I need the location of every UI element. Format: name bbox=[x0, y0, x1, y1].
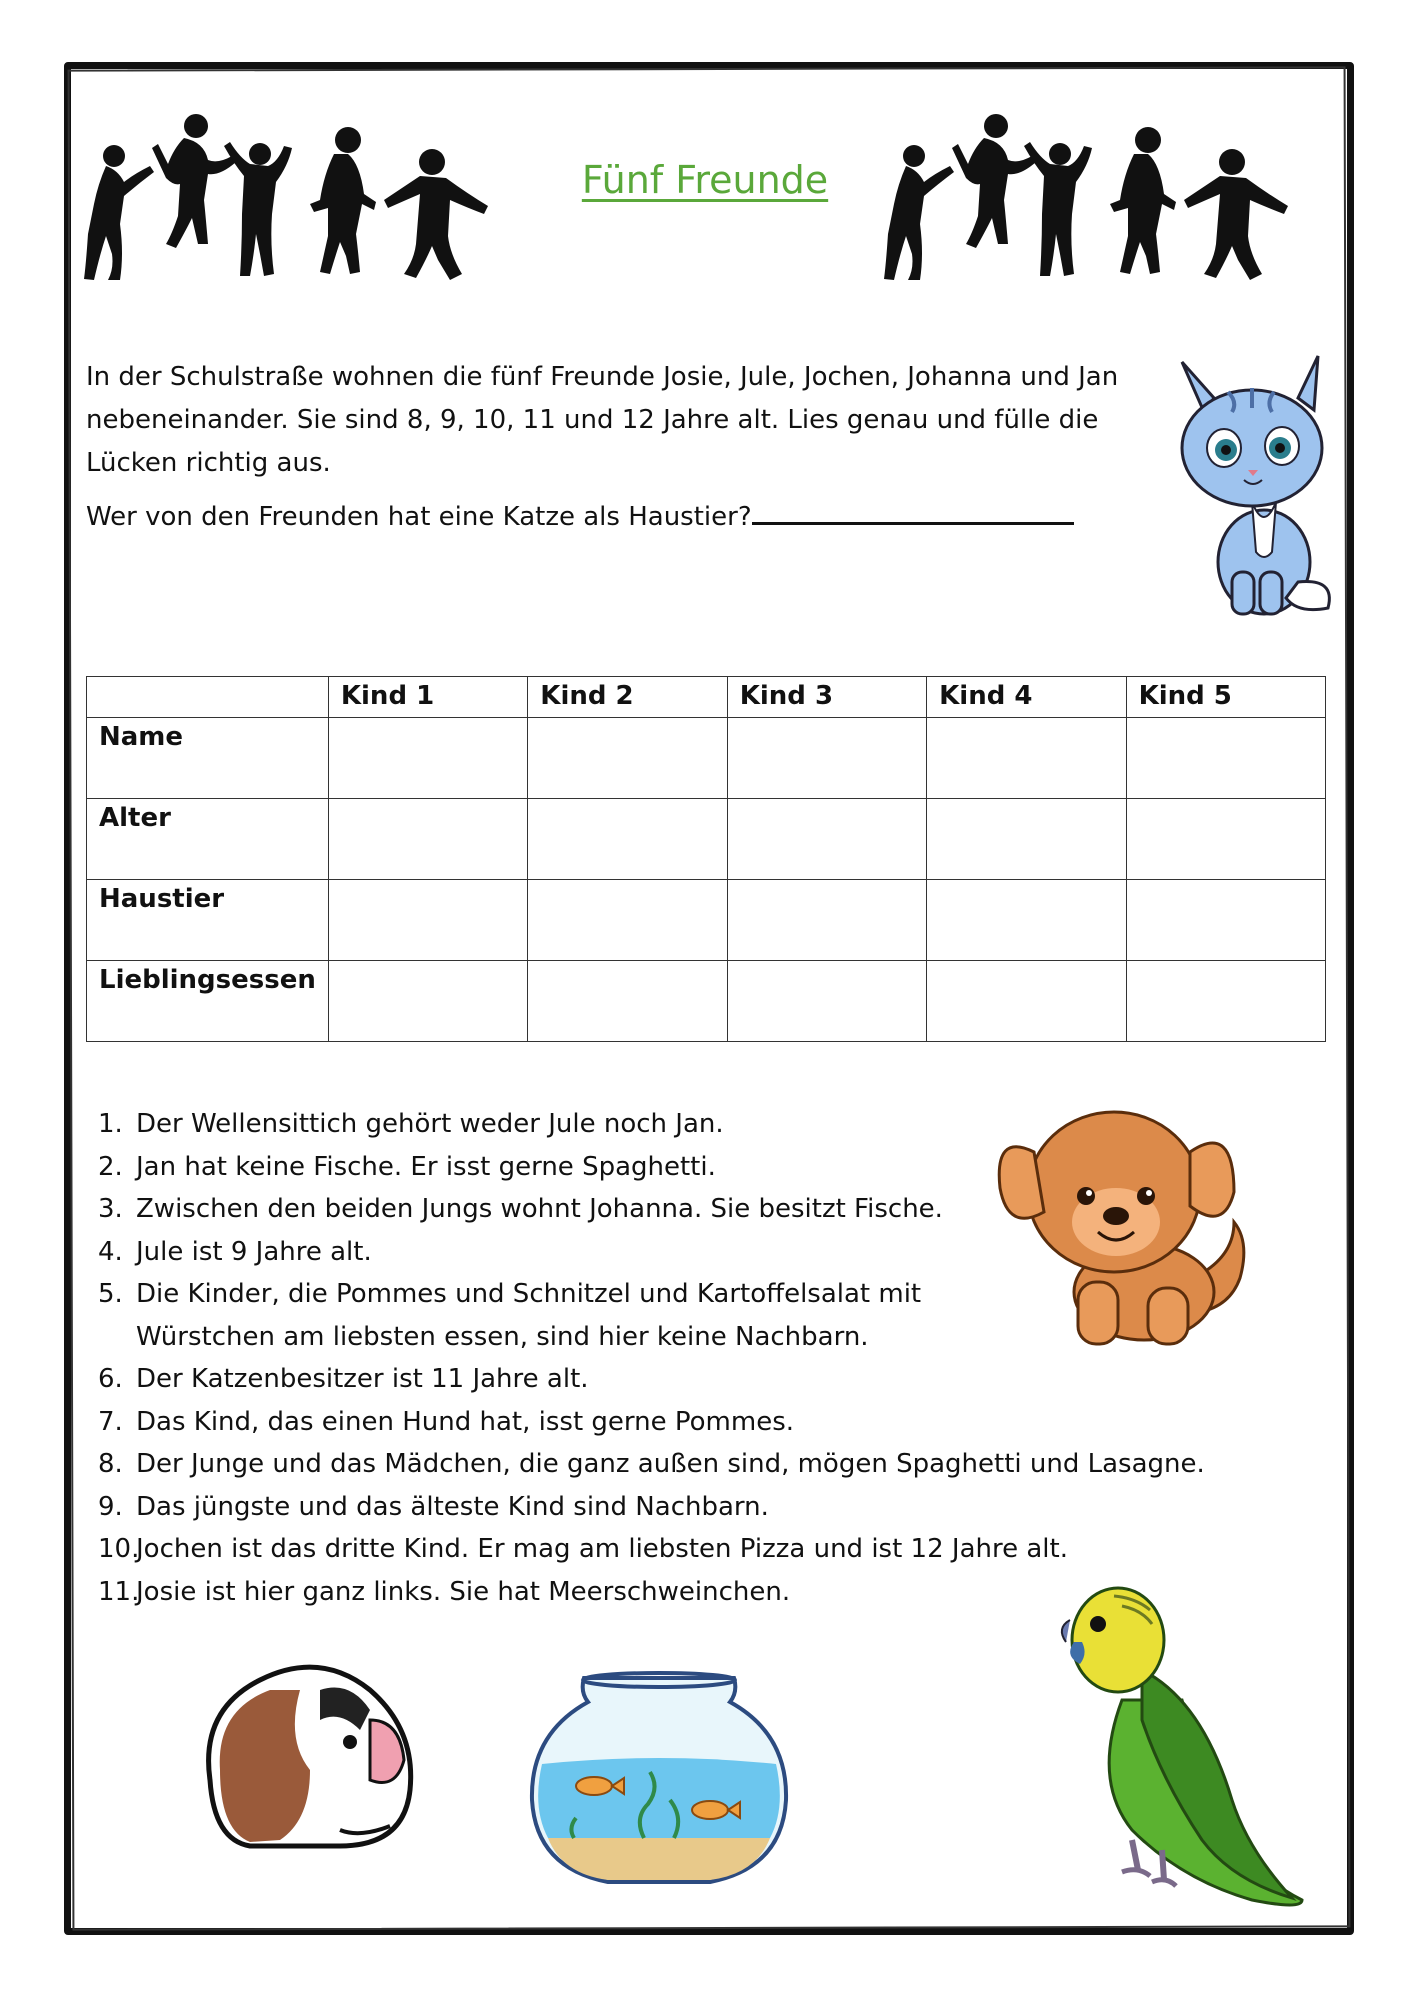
table-cell[interactable] bbox=[927, 718, 1126, 799]
list-item bbox=[98, 1273, 996, 1358]
clue-text: Die Kinder, die Pommes und Schnitzel und Kartoffelsalat mit Würstchen am liebsten essen, sind hier keine Nachbarn. bbox=[136, 1279, 922, 1352]
list-item bbox=[98, 1443, 1218, 1486]
intro-text: In der Schulstraße wohnen die fünf Freunde Josie, Jule, Jochen, Johanna und Jan nebeneinander. Sie sind 8, 9, 10, 11 und 12 Jahre alt. Lies genau und fülle die Lücken richtig aus. bbox=[86, 362, 1119, 478]
table-cell[interactable] bbox=[927, 961, 1126, 1042]
table-cell[interactable] bbox=[727, 961, 926, 1042]
row-label: Lieblingsessen bbox=[87, 961, 329, 1042]
table-row bbox=[87, 880, 1326, 961]
table-cell[interactable] bbox=[1126, 799, 1325, 880]
table-cell[interactable] bbox=[528, 799, 727, 880]
page-title: Fünf Freunde bbox=[581, 158, 829, 202]
clue-text: Jochen ist das dritte Kind. Er mag am liebsten Pizza und ist 12 Jahre alt. bbox=[136, 1534, 1068, 1564]
table-cell[interactable] bbox=[528, 880, 727, 961]
list-item bbox=[98, 1401, 1218, 1444]
budgie-illustration-icon bbox=[1052, 1580, 1312, 1920]
children-silhouettes-left-icon bbox=[84, 104, 504, 284]
list-item bbox=[98, 1358, 1218, 1401]
list-item bbox=[98, 1528, 1218, 1571]
table-cell[interactable] bbox=[328, 961, 527, 1042]
answer-table bbox=[86, 676, 1326, 1042]
table-header-cell: Kind 1 bbox=[328, 677, 527, 718]
table-cell[interactable] bbox=[727, 718, 926, 799]
table-cell[interactable] bbox=[328, 799, 527, 880]
clue-number: 6. bbox=[98, 1364, 123, 1394]
table-row bbox=[87, 718, 1326, 799]
row-label: Name bbox=[87, 718, 329, 799]
table-row bbox=[87, 961, 1326, 1042]
clue-text: Jan hat keine Fische. Er isst gerne Spaghetti. bbox=[136, 1151, 716, 1182]
cat-illustration-icon bbox=[1168, 352, 1338, 622]
cat-question bbox=[86, 502, 1074, 532]
clue-number: 3. bbox=[98, 1194, 123, 1224]
clue-number: 2. bbox=[98, 1151, 123, 1182]
clue-text: Zwischen den beiden Jungs wohnt Johanna. Sie besitzt Fische. bbox=[136, 1194, 943, 1224]
dog-illustration-icon bbox=[994, 1092, 1272, 1362]
table-cell[interactable] bbox=[1126, 961, 1325, 1042]
clue-number: 9. bbox=[98, 1491, 123, 1522]
clue-text: Der Wellensittich gehört weder Jule noch Jan. bbox=[136, 1109, 724, 1139]
clue-text: Das Kind, das einen Hund hat, isst gerne Pommes. bbox=[136, 1406, 795, 1437]
clue-number: 10. bbox=[98, 1534, 140, 1564]
table-cell[interactable] bbox=[927, 880, 1126, 961]
clue-number: 5. bbox=[98, 1279, 123, 1309]
table-header-cell: Kind 3 bbox=[727, 677, 926, 718]
clue-text: Josie ist hier ganz links. Sie hat Meerschweinchen. bbox=[136, 1576, 791, 1607]
table-header-cell bbox=[87, 677, 329, 718]
list-item bbox=[98, 1486, 1218, 1529]
guinea-pig-illustration-icon bbox=[190, 1650, 420, 1850]
clue-number: 11. bbox=[98, 1576, 140, 1607]
clue-number: 7. bbox=[98, 1406, 123, 1437]
table-header-cell: Kind 4 bbox=[927, 677, 1126, 718]
row-label: Alter bbox=[87, 799, 329, 880]
clue-number: 1. bbox=[98, 1109, 123, 1139]
table-cell[interactable] bbox=[1126, 718, 1325, 799]
table-cell[interactable] bbox=[328, 718, 527, 799]
table-header-row bbox=[87, 677, 1326, 718]
cat-question-text: Wer von den Freunden hat eine Katze als Haustier? bbox=[86, 502, 752, 532]
clue-text: Der Katzenbesitzer ist 11 Jahre alt. bbox=[136, 1364, 589, 1394]
table-cell[interactable] bbox=[1126, 880, 1325, 961]
children-silhouettes-right-icon bbox=[884, 104, 1304, 284]
table-row bbox=[87, 799, 1326, 880]
table-header-cell: Kind 5 bbox=[1126, 677, 1325, 718]
clue-text: Das jüngste und das älteste Kind sind Nachbarn. bbox=[136, 1491, 769, 1522]
row-label: Haustier bbox=[87, 880, 329, 961]
answer-blank[interactable] bbox=[752, 502, 1074, 525]
list-item bbox=[98, 1571, 1218, 1614]
clue-number: 8. bbox=[98, 1449, 123, 1479]
clue-text: Jule ist 9 Jahre alt. bbox=[136, 1236, 372, 1267]
table-cell[interactable] bbox=[328, 880, 527, 961]
table-cell[interactable] bbox=[727, 799, 926, 880]
clue-text: Der Junge und das Mädchen, die ganz außen sind, mögen Spaghetti und Lasagne. bbox=[136, 1449, 1205, 1479]
clue-number: 4. bbox=[98, 1236, 123, 1267]
table-cell[interactable] bbox=[927, 799, 1126, 880]
table-header-cell: Kind 2 bbox=[528, 677, 727, 718]
table-cell[interactable] bbox=[727, 880, 926, 961]
fishbowl-illustration-icon bbox=[524, 1668, 794, 1886]
table-cell[interactable] bbox=[528, 718, 727, 799]
table-cell[interactable] bbox=[528, 961, 727, 1042]
